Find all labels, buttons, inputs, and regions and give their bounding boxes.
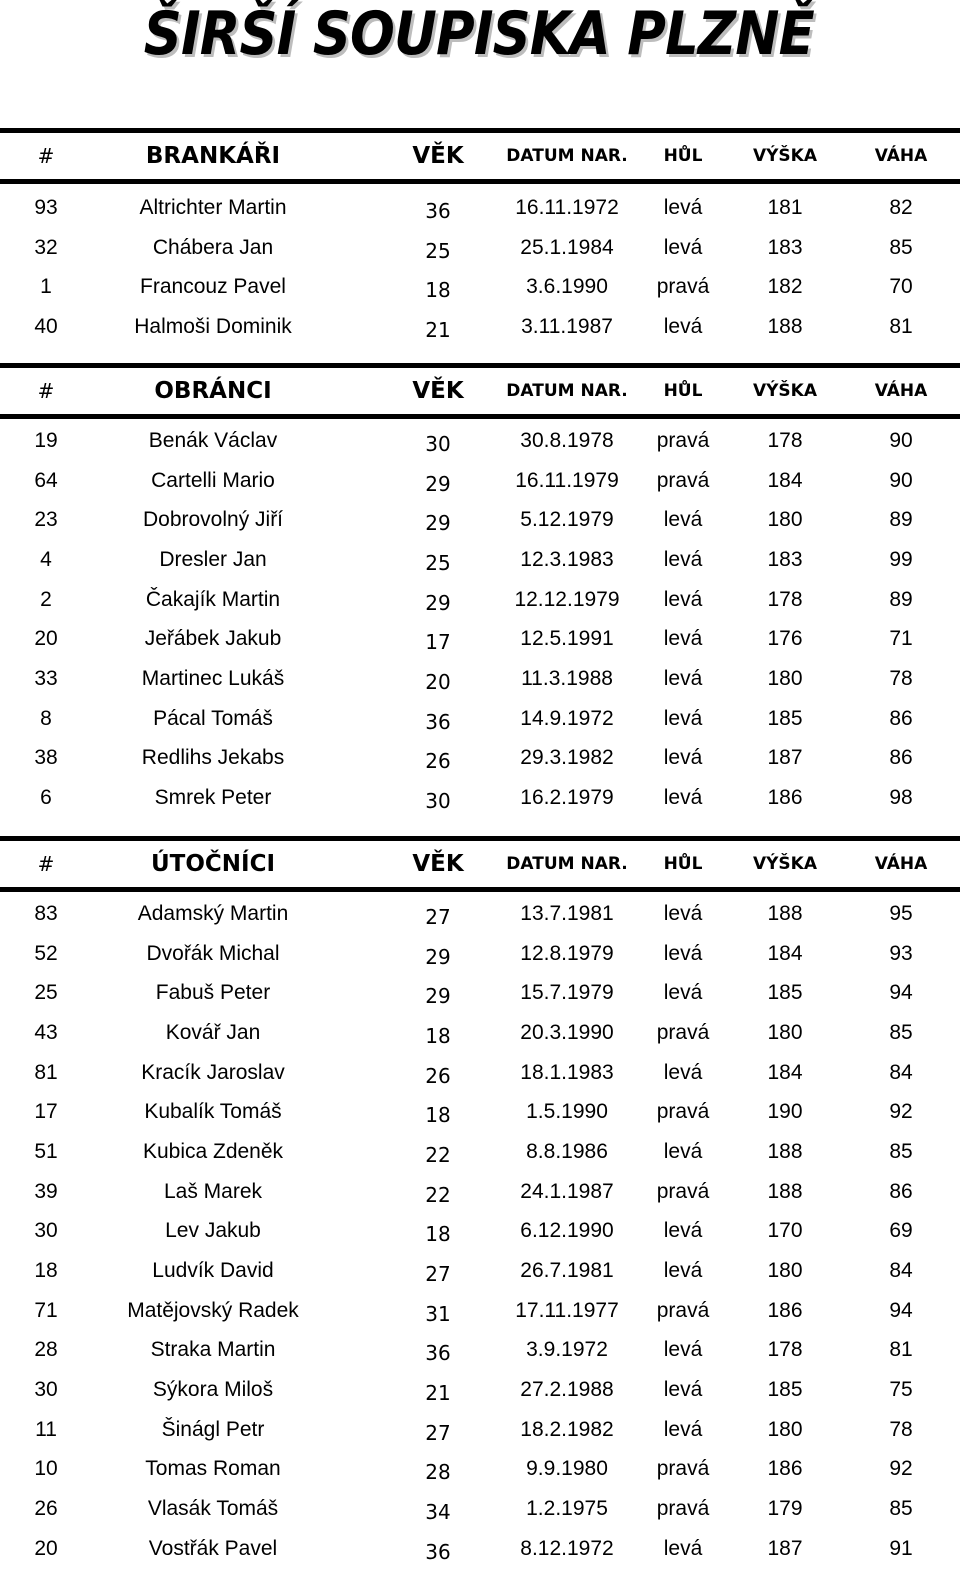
player-number: 43 (34, 1020, 58, 1044)
player-stick: levá (663, 666, 703, 690)
table-row (0, 1013, 960, 1053)
player-stick: pravá (656, 1457, 710, 1481)
player-weight: 69 (889, 1219, 913, 1243)
col-stick-header: HŮL (663, 146, 703, 166)
player-birthdate: 12.3.1983 (520, 547, 614, 571)
player-name: Adamský Martin (137, 901, 289, 925)
player-birthdate: 14.9.1972 (520, 706, 614, 730)
player-height: 188 (767, 1179, 803, 1203)
player-birthdate: 18.2.1982 (520, 1417, 614, 1441)
player-stick: levá (663, 1259, 703, 1283)
player-age: 36 (425, 198, 451, 223)
player-height: 179 (767, 1497, 803, 1521)
player-weight: 85 (889, 1139, 913, 1163)
col-age-header: VĚK (412, 143, 464, 169)
table-row (0, 1132, 960, 1172)
player-stick: levá (663, 587, 703, 611)
player-name: Šinágl Petr (161, 1417, 265, 1441)
player-height: 178 (767, 428, 803, 452)
player-birthdate: 11.3.1988 (521, 666, 613, 690)
player-height: 185 (767, 706, 803, 730)
table-row (0, 1212, 960, 1252)
player-age: 29 (425, 471, 451, 496)
player-weight: 89 (889, 587, 913, 611)
table-row (0, 1529, 960, 1569)
player-height: 180 (767, 508, 803, 532)
player-name: Martinec Lukáš (141, 666, 285, 690)
player-name: Smrek Peter (154, 786, 272, 810)
player-birthdate: 27.2.1988 (520, 1378, 614, 1402)
player-number: 28 (34, 1338, 58, 1362)
player-stick: levá (663, 547, 703, 571)
section-title: BRANKÁŘI (145, 143, 281, 169)
player-height: 180 (767, 1020, 803, 1044)
player-height: 187 (767, 1536, 803, 1560)
player-height: 187 (767, 746, 803, 770)
player-name: Straka Martin (150, 1338, 276, 1362)
player-name: Kovář Jan (165, 1020, 261, 1044)
player-name: Dresler Jan (159, 547, 267, 571)
table-row (0, 1410, 960, 1450)
col-height-header: VÝŠKA (752, 381, 818, 401)
player-birthdate: 1.2.1975 (526, 1497, 608, 1521)
player-age: 26 (425, 1063, 451, 1088)
player-age: 18 (425, 1023, 451, 1048)
table-row (0, 1053, 960, 1093)
player-age: 22 (425, 1142, 451, 1167)
player-age: 29 (425, 984, 451, 1009)
player-weight: 94 (889, 981, 913, 1005)
player-weight: 86 (889, 1179, 913, 1203)
player-name: Fabuš Peter (155, 981, 271, 1005)
section-defensemen (0, 363, 960, 818)
player-number: 1 (40, 275, 52, 299)
player-number: 40 (34, 314, 58, 338)
player-age: 30 (425, 431, 451, 456)
player-weight: 94 (889, 1298, 913, 1322)
player-number: 32 (34, 235, 58, 259)
player-age: 30 (425, 789, 451, 814)
player-height: 176 (767, 627, 803, 651)
player-weight: 90 (889, 468, 913, 492)
table-row (0, 188, 960, 228)
player-weight: 92 (889, 1100, 913, 1124)
section-goalies (0, 128, 960, 347)
player-height: 170 (767, 1219, 803, 1243)
col-age-header: VĚK (412, 851, 464, 877)
table-row (0, 307, 960, 347)
player-number: 39 (34, 1179, 58, 1203)
table-row (0, 421, 960, 461)
player-age: 27 (425, 904, 451, 929)
player-name: Dobrovolný Jiří (142, 508, 284, 532)
player-name: Halmoši Dominik (134, 314, 292, 338)
player-birthdate: 26.7.1981 (520, 1259, 614, 1283)
player-number: 11 (35, 1417, 57, 1441)
player-birthdate: 24.1.1987 (520, 1179, 614, 1203)
player-number: 51 (34, 1139, 58, 1163)
player-number: 19 (34, 428, 58, 452)
player-age: 34 (425, 1500, 451, 1525)
player-name: Jeřábek Jakub (144, 627, 282, 651)
player-weight: 98 (889, 786, 913, 810)
player-weight: 85 (889, 1020, 913, 1044)
section-header (0, 128, 960, 184)
player-weight: 91 (889, 1536, 913, 1560)
player-height: 186 (767, 1298, 803, 1322)
player-age: 28 (425, 1460, 451, 1485)
table-row (0, 659, 960, 699)
player-height: 184 (767, 1060, 803, 1084)
player-weight: 78 (889, 666, 913, 690)
section-title: ÚTOČNÍCI (150, 851, 276, 877)
player-age: 18 (425, 278, 451, 303)
player-name: Francouz Pavel (140, 275, 286, 299)
player-name: Matějovský Radek (127, 1298, 299, 1322)
player-birthdate: 12.12.1979 (514, 587, 620, 611)
player-stick: levá (663, 706, 703, 730)
table-row (0, 1450, 960, 1490)
player-age: 18 (425, 1222, 451, 1247)
player-list (0, 894, 960, 1569)
player-name: Tomas Roman (145, 1457, 281, 1481)
player-age: 21 (425, 317, 451, 342)
player-age: 22 (425, 1182, 451, 1207)
player-birthdate: 17.11.1977 (515, 1298, 619, 1322)
player-weight: 86 (889, 746, 913, 770)
player-height: 183 (767, 547, 803, 571)
col-number-header: # (37, 144, 55, 168)
player-weight: 84 (889, 1060, 913, 1084)
player-height: 182 (767, 275, 803, 299)
player-weight: 90 (889, 428, 913, 452)
player-number: 2 (40, 587, 52, 611)
player-list (0, 188, 960, 347)
player-stick: levá (663, 1219, 703, 1243)
player-age: 27 (425, 1262, 451, 1287)
player-age: 21 (425, 1381, 451, 1406)
player-name: Lev Jakub (165, 1219, 261, 1243)
player-height: 186 (767, 1457, 803, 1481)
player-height: 184 (767, 468, 803, 492)
player-birthdate: 3.11.1987 (521, 314, 613, 338)
player-birthdate: 5.12.1979 (520, 508, 614, 532)
col-stick-header: HŮL (663, 381, 703, 401)
player-height: 180 (767, 1259, 803, 1283)
player-name: Sýkora Miloš (152, 1378, 274, 1402)
col-weight-header: VÁHA (874, 146, 928, 166)
player-name: Kubalík Tomáš (144, 1100, 282, 1124)
player-weight: 70 (889, 275, 913, 299)
player-number: 81 (34, 1060, 58, 1084)
col-weight-header: VÁHA (874, 854, 928, 874)
player-number: 83 (34, 901, 58, 925)
section-header (0, 836, 960, 892)
col-height-header: VÝŠKA (752, 854, 818, 874)
player-birthdate: 18.1.1983 (520, 1060, 614, 1084)
player-stick: pravá (656, 428, 710, 452)
player-height: 180 (767, 1417, 803, 1441)
player-number: 30 (34, 1378, 58, 1402)
player-number: 71 (34, 1298, 58, 1322)
player-height: 188 (767, 314, 803, 338)
player-name: Pácal Tomáš (153, 706, 273, 730)
player-height: 185 (767, 1378, 803, 1402)
player-number: 25 (34, 981, 58, 1005)
player-weight: 75 (889, 1378, 913, 1402)
table-row (0, 619, 960, 659)
col-birthdate-header: DATUM NAR. (506, 381, 628, 401)
player-height: 188 (767, 1139, 803, 1163)
player-stick: levá (663, 508, 703, 532)
table-row (0, 1370, 960, 1410)
col-stick-header: HŮL (663, 854, 703, 874)
player-birthdate: 9.9.1980 (526, 1457, 608, 1481)
player-number: 10 (34, 1457, 58, 1481)
player-name: Vostřák Pavel (148, 1536, 278, 1560)
table-row (0, 973, 960, 1013)
player-birthdate: 12.8.1979 (520, 941, 614, 965)
player-height: 183 (767, 235, 803, 259)
player-birthdate: 13.7.1981 (520, 901, 614, 925)
player-number: 30 (34, 1219, 58, 1243)
player-number: 4 (40, 547, 52, 571)
player-birthdate: 1.5.1990 (526, 1100, 608, 1124)
player-number: 64 (34, 468, 58, 492)
col-number-header: # (37, 852, 55, 876)
player-age: 27 (425, 1420, 451, 1445)
table-row (0, 228, 960, 268)
player-stick: pravá (656, 1020, 710, 1044)
player-number: 23 (34, 508, 58, 532)
player-name: Kracík Jaroslav (141, 1060, 285, 1084)
player-age: 25 (425, 238, 451, 263)
player-stick: pravá (656, 1100, 710, 1124)
section-forwards (0, 836, 960, 1569)
player-stick: levá (663, 314, 703, 338)
player-birthdate: 25.1.1984 (520, 235, 614, 259)
player-birthdate: 12.5.1991 (520, 627, 614, 651)
col-number-header: # (37, 379, 55, 403)
player-birthdate: 3.6.1990 (526, 275, 608, 299)
player-stick: levá (663, 195, 703, 219)
table-row (0, 1489, 960, 1529)
player-age: 29 (425, 511, 451, 536)
table-row (0, 934, 960, 974)
player-weight: 95 (889, 901, 913, 925)
player-stick: levá (663, 627, 703, 651)
player-stick: levá (663, 1417, 703, 1441)
player-stick: levá (663, 1536, 703, 1560)
player-age: 36 (425, 1341, 451, 1366)
table-row (0, 1291, 960, 1331)
player-stick: levá (663, 941, 703, 965)
table-row (0, 699, 960, 739)
player-stick: pravá (656, 1179, 710, 1203)
player-stick: levá (663, 901, 703, 925)
player-number: 38 (34, 746, 58, 770)
player-number: 18 (34, 1259, 58, 1283)
player-stick: pravá (656, 468, 710, 492)
player-age: 36 (425, 1539, 451, 1564)
player-name: Kubica Zdeněk (142, 1139, 284, 1163)
section-header (0, 363, 960, 419)
player-number: 17 (34, 1100, 58, 1124)
table-row (0, 1331, 960, 1371)
player-height: 185 (767, 981, 803, 1005)
player-age: 17 (425, 630, 451, 655)
player-age: 26 (425, 749, 451, 774)
player-age: 36 (425, 709, 451, 734)
player-number: 6 (40, 786, 52, 810)
player-name: Benák Václav (148, 428, 278, 452)
player-birthdate: 3.9.1972 (526, 1338, 608, 1362)
player-name: Dvořák Michal (146, 941, 280, 965)
player-weight: 81 (889, 314, 913, 338)
player-height: 178 (767, 587, 803, 611)
player-age: 20 (425, 669, 451, 694)
player-age: 29 (425, 590, 451, 615)
player-weight: 86 (889, 706, 913, 730)
player-stick: levá (663, 235, 703, 259)
player-stick: pravá (656, 1298, 710, 1322)
table-row (0, 1092, 960, 1132)
player-birthdate: 6.12.1990 (520, 1219, 614, 1243)
player-weight: 78 (889, 1417, 913, 1441)
player-number: 52 (34, 941, 58, 965)
player-name: Altrichter Martin (139, 195, 287, 219)
player-name: Čakajík Martin (145, 587, 281, 611)
player-birthdate: 29.3.1982 (520, 746, 614, 770)
table-row (0, 267, 960, 307)
table-row (0, 580, 960, 620)
player-birthdate: 15.7.1979 (520, 981, 614, 1005)
player-weight: 92 (889, 1457, 913, 1481)
player-height: 190 (767, 1100, 803, 1124)
player-number: 93 (34, 195, 58, 219)
player-stick: levá (663, 1378, 703, 1402)
table-row (0, 540, 960, 580)
player-number: 8 (40, 706, 52, 730)
player-height: 178 (767, 1338, 803, 1362)
player-number: 33 (34, 666, 58, 690)
player-weight: 71 (889, 627, 913, 651)
player-height: 180 (767, 666, 803, 690)
player-stick: levá (663, 1139, 703, 1163)
player-age: 31 (425, 1301, 451, 1326)
section-title: OBRÁNCI (154, 378, 272, 404)
player-name: Laš Marek (163, 1179, 263, 1203)
player-height: 184 (767, 941, 803, 965)
player-number: 20 (34, 627, 58, 651)
player-stick: levá (663, 981, 703, 1005)
player-stick: pravá (656, 275, 710, 299)
player-birthdate: 20.3.1990 (520, 1020, 614, 1044)
player-height: 188 (767, 901, 803, 925)
col-weight-header: VÁHA (874, 381, 928, 401)
player-weight: 81 (889, 1338, 913, 1362)
table-row (0, 461, 960, 501)
player-weight: 89 (889, 508, 913, 532)
player-stick: levá (663, 786, 703, 810)
table-row (0, 778, 960, 818)
player-birthdate: 8.12.1972 (520, 1536, 614, 1560)
player-number: 26 (34, 1497, 58, 1521)
player-name: Chábera Jan (152, 235, 274, 259)
player-stick: pravá (656, 1497, 710, 1521)
player-birthdate: 16.2.1979 (520, 786, 614, 810)
player-name: Ludvík David (152, 1259, 274, 1283)
player-weight: 93 (889, 941, 913, 965)
player-birthdate: 16.11.1972 (515, 195, 619, 219)
table-row (0, 500, 960, 540)
table-row (0, 739, 960, 779)
player-number: 20 (34, 1536, 58, 1560)
col-age-header: VĚK (412, 378, 464, 404)
player-birthdate: 16.11.1979 (515, 468, 619, 492)
player-birthdate: 30.8.1978 (520, 428, 614, 452)
player-stick: levá (663, 746, 703, 770)
player-age: 29 (425, 944, 451, 969)
table-row (0, 894, 960, 934)
col-height-header: VÝŠKA (752, 146, 818, 166)
player-height: 181 (767, 195, 803, 219)
player-weight: 82 (889, 195, 913, 219)
player-name: Vlasák Tomáš (147, 1497, 279, 1521)
player-stick: levá (663, 1060, 703, 1084)
player-stick: levá (663, 1338, 703, 1362)
player-name: Redlihs Jekabs (141, 746, 285, 770)
player-weight: 99 (889, 547, 913, 571)
col-birthdate-header: DATUM NAR. (506, 146, 628, 166)
player-name: Cartelli Mario (151, 468, 275, 492)
player-weight: 85 (889, 235, 913, 259)
player-birthdate: 8.8.1986 (526, 1139, 608, 1163)
player-weight: 85 (889, 1497, 913, 1521)
col-birthdate-header: DATUM NAR. (506, 854, 628, 874)
table-row (0, 1172, 960, 1212)
player-height: 186 (767, 786, 803, 810)
player-weight: 84 (889, 1259, 913, 1283)
page-title: ŠIRŠÍ SOUPISKA PLZNĚ (143, 0, 814, 69)
player-age: 25 (425, 550, 451, 575)
player-age: 18 (425, 1103, 451, 1128)
player-list (0, 421, 960, 818)
table-row (0, 1251, 960, 1291)
